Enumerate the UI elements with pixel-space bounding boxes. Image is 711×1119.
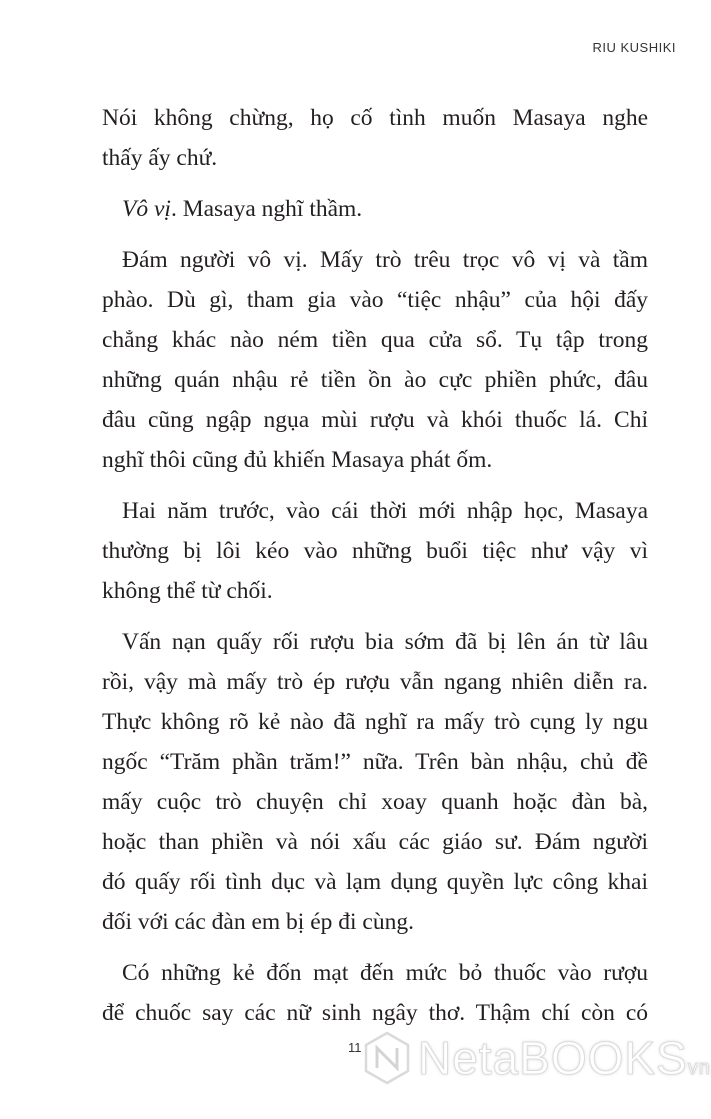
page-number: 11 — [348, 1040, 362, 1055]
paragraph — [102, 622, 648, 942]
text-line: hoặc than phiền và nói xấu các giáo sư. Đám người — [102, 829, 648, 855]
paragraph — [102, 240, 648, 480]
text-line: rồi, vậy mà mấy trò ép rượu vẫn ngang nhiên diễn ra. — [102, 669, 648, 695]
netabooks-logo-icon — [362, 1030, 412, 1086]
text-line: phào. Dù gì, tham gia vào “tiệc nhậu” của hội đấy — [102, 287, 648, 313]
page-body — [102, 98, 648, 1044]
text-line: để chuốc say các nữ sinh ngây thơ. Thậm chí còn có — [102, 1000, 648, 1026]
text-line: Đám người vô vị. Mấy trò trêu trọc vô vị và tầm — [122, 247, 648, 273]
text-line: Nói không chừng, họ cố tình muốn Masaya nghe — [102, 105, 648, 131]
text-line: đối với các đàn em bị ép đi cùng. — [102, 909, 414, 935]
text-line: Vấn nạn quấy rối rượu bia sớm đã bị lên án từ lâu — [122, 629, 648, 655]
watermark-text — [418, 1031, 711, 1085]
text-line: mấy cuộc trò chuyện chỉ xoay quanh hoặc đàn bà, — [102, 789, 648, 815]
text-line: Thực không rõ kẻ nào đã nghĩ ra mấy trò cụng ly ngu — [102, 709, 648, 735]
text-line: Hai năm trước, vào cái thời mới nhập học, Masaya — [122, 498, 648, 524]
text-line: không thể từ chối. — [102, 578, 273, 604]
text-line: Có những kẻ đốn mạt đến mức bỏ thuốc vào rượu — [122, 960, 648, 986]
text-line: chẳng khác nào ném tiền qua cửa sổ. Tụ tập trong — [102, 327, 648, 353]
text-line: đó quấy rối tình dục và lạm dụng quyền lực công khai — [102, 869, 648, 895]
text-line: đâu cũng ngập ngụa mùi rượu và khói thuốc lá. Chỉ — [102, 407, 648, 433]
watermark-suffix: vn — [687, 1057, 711, 1079]
text-line — [102, 189, 648, 229]
watermark — [362, 1030, 711, 1086]
text-line: thường bị lôi kéo vào những buổi tiệc như vậy vì — [102, 538, 648, 564]
text-line: thấy ấy chứ. — [102, 145, 218, 171]
paragraph — [102, 491, 648, 611]
italic-lead: Vô vị — [122, 196, 171, 222]
watermark-brand: NetaBOOKS — [418, 1032, 688, 1084]
running-header: RIU KUSHIKI — [592, 40, 676, 55]
text-line: những quán nhậu rẻ tiền ồn ào cực phiền phức, đâu — [102, 367, 648, 393]
paragraph — [102, 953, 648, 1033]
paragraph — [102, 98, 648, 178]
paragraph — [102, 189, 648, 229]
text-line: nghĩ thôi cũng đủ khiến Masaya phát ốm. — [102, 447, 493, 473]
text-line-rest: . Masaya nghĩ thầm. — [170, 196, 363, 222]
text-line: ngốc “Trăm phần trăm!” nữa. Trên bàn nhậu, chủ đề — [102, 749, 648, 775]
